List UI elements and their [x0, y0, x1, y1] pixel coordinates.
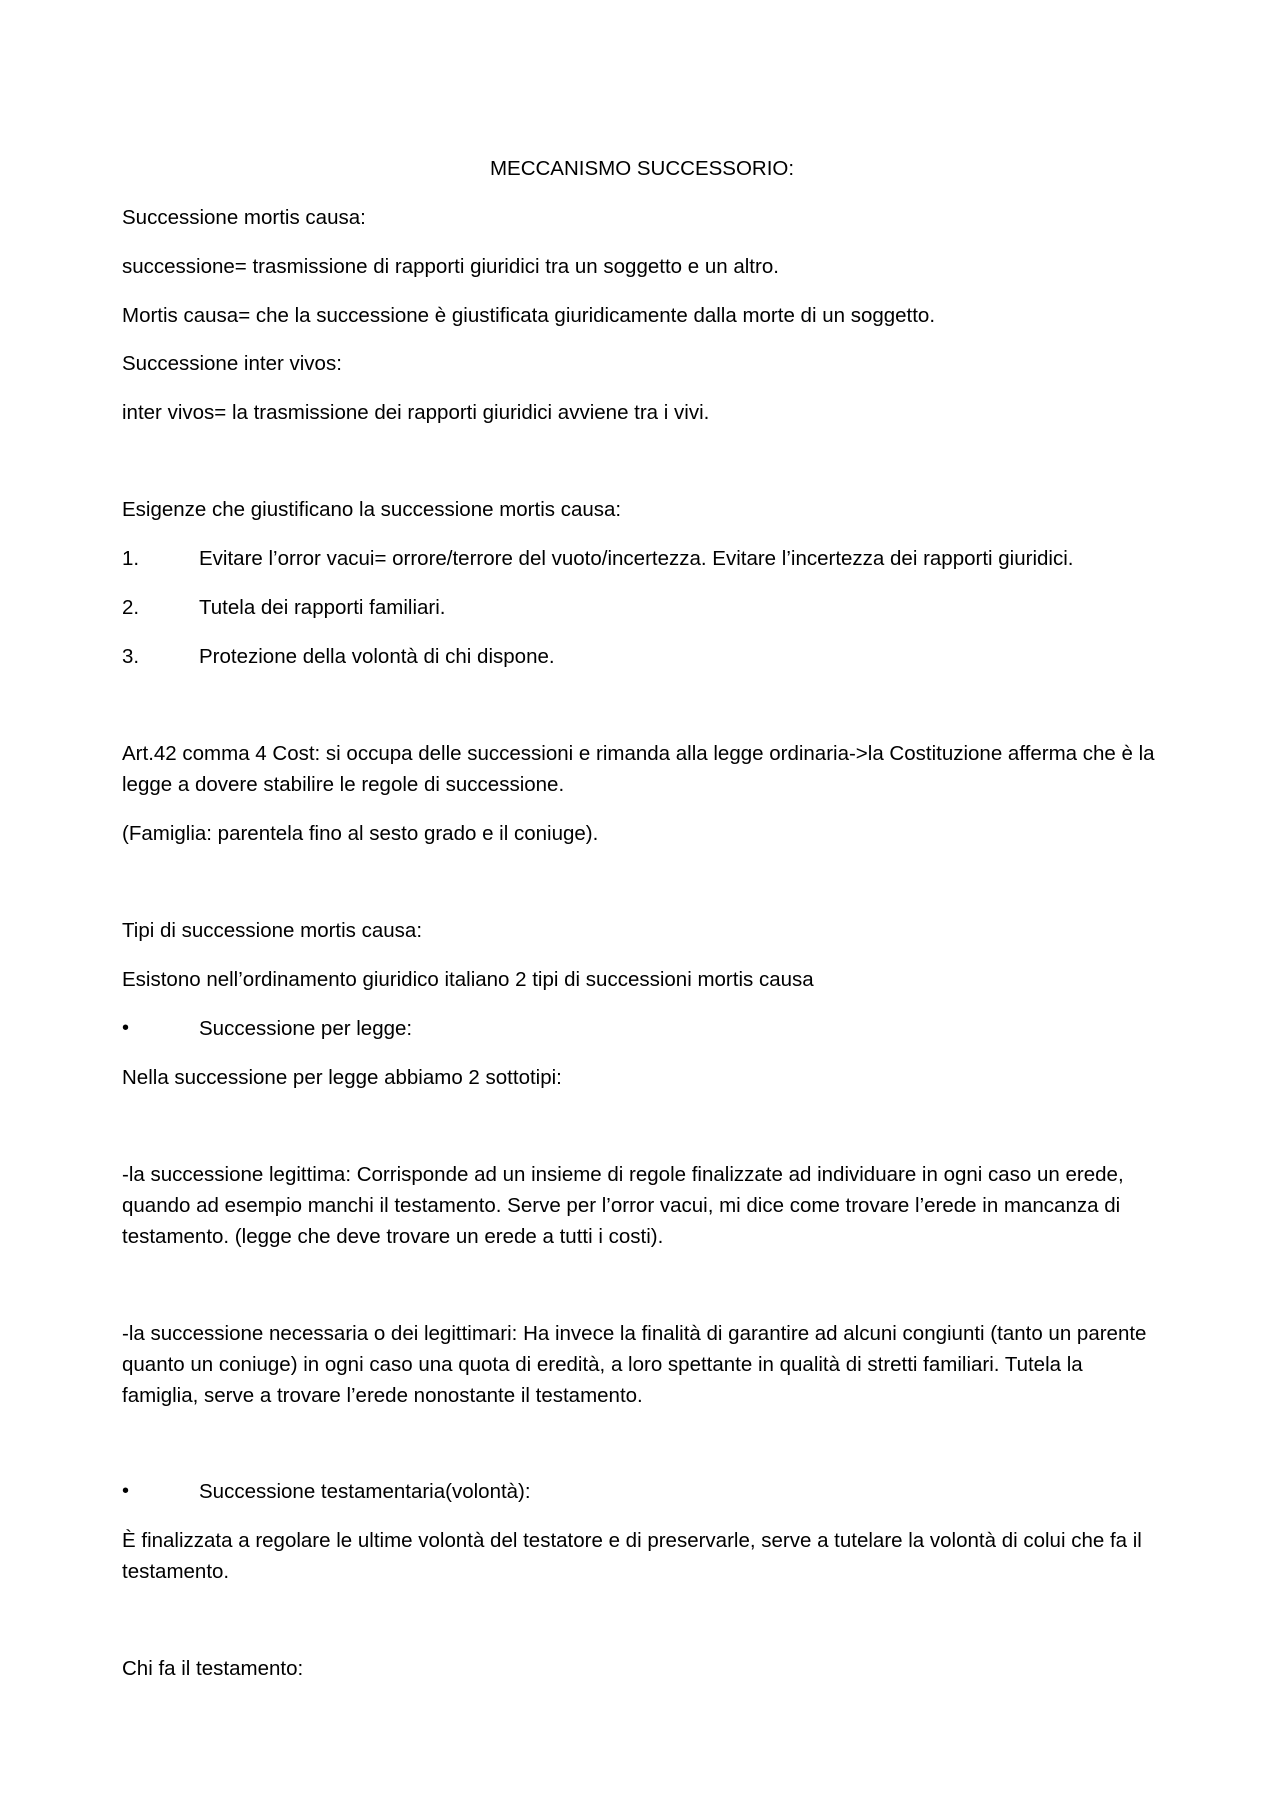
page-title: MECCANISMO SUCCESSORIO:: [489, 157, 795, 180]
successione-necessaria-paragraph: -la successione necessaria o dei legittimari: Ha invece la finalità di garantire ad alcuni congiunti (tanto un parente quanto un coniuge) in ogni caso una quota di eredità, a loro spettante in qualità di stretti familiari. Tutela la famiglia, serve a trovare l’erede nonostante il testamento.: [122, 1322, 1147, 1407]
list-item-text: Tutela dei rapporti familiari.: [199, 596, 446, 619]
successione-legittima-paragraph: -la successione legittima: Corrisponde ad un insieme di regole finalizzate ad individuare in ogni caso un erede, quando ad esempio manchi il testamento. Serve per l’orror vacui, mi dice come trovare l’erede in mancanza di testamento. (legge che deve trovare un erede a tutti i costi).: [122, 1163, 1124, 1248]
costituzione-article: Art.42 comma 4 Cost: si occupa delle successioni e rimanda alla legge ordinaria->la Costituzione afferma che è la legge a dovere stabilire le regole di successione.: [122, 742, 1155, 796]
list-item: [122, 592, 1162, 623]
mortis-causa-definition: Mortis causa= che la successione è giustificata giuridicamente dalla morte di un soggetto.: [122, 304, 936, 327]
list-item-text: Evitare l’orror vacui= orrore/terrore del vuoto/incertezza. Evitare l’incertezza dei rapporti giuridici.: [199, 547, 1074, 570]
list-item: [122, 641, 1162, 672]
tipi-intro: Esistono nell’ordinamento giuridico italiano 2 tipi di successioni mortis causa: [122, 968, 814, 991]
chi-fa-testamento-heading: Chi fa il testamento:: [122, 1657, 304, 1680]
bullet-item-testamentaria: [122, 1476, 1162, 1507]
bullet-icon: •: [122, 1480, 130, 1502]
list-number: 2.: [122, 596, 140, 619]
bullet-item-per-legge: [122, 1013, 1162, 1044]
sottotipi-intro: Nella successione per legge abbiamo 2 sottotipi:: [122, 1066, 562, 1089]
successione-definition: successione= trasmissione di rapporti giuridici tra un soggetto e un altro.: [122, 255, 779, 278]
list-item-text: Protezione della volontà di chi dispone.: [199, 645, 555, 668]
list-number: 3.: [122, 645, 140, 668]
esigenze-heading: Esigenze che giustificano la successione mortis causa:: [122, 498, 622, 521]
bullet-item-label: Successione per legge:: [199, 1017, 413, 1040]
inter-vivos-definition: inter vivos= la trasmissione dei rapporti giuridici avviene tra i vivi.: [122, 401, 710, 424]
mortis-causa-heading: Successione mortis causa:: [122, 206, 366, 229]
inter-vivos-heading: Successione inter vivos:: [122, 352, 342, 375]
testamentaria-description: È finalizzata a regolare le ultime volontà del testatore e di preservarle, serve a tutelare la volontà di colui che fa il testamento.: [122, 1529, 1142, 1583]
famiglia-note: (Famiglia: parentela fino al sesto grado e il coniuge).: [122, 822, 599, 845]
list-number: 1.: [122, 547, 140, 570]
bullet-icon: •: [122, 1017, 130, 1039]
tipi-heading: Tipi di successione mortis causa:: [122, 919, 423, 942]
bullet-item-label: Successione testamentaria(volontà):: [199, 1480, 531, 1503]
list-item: [122, 543, 1162, 574]
